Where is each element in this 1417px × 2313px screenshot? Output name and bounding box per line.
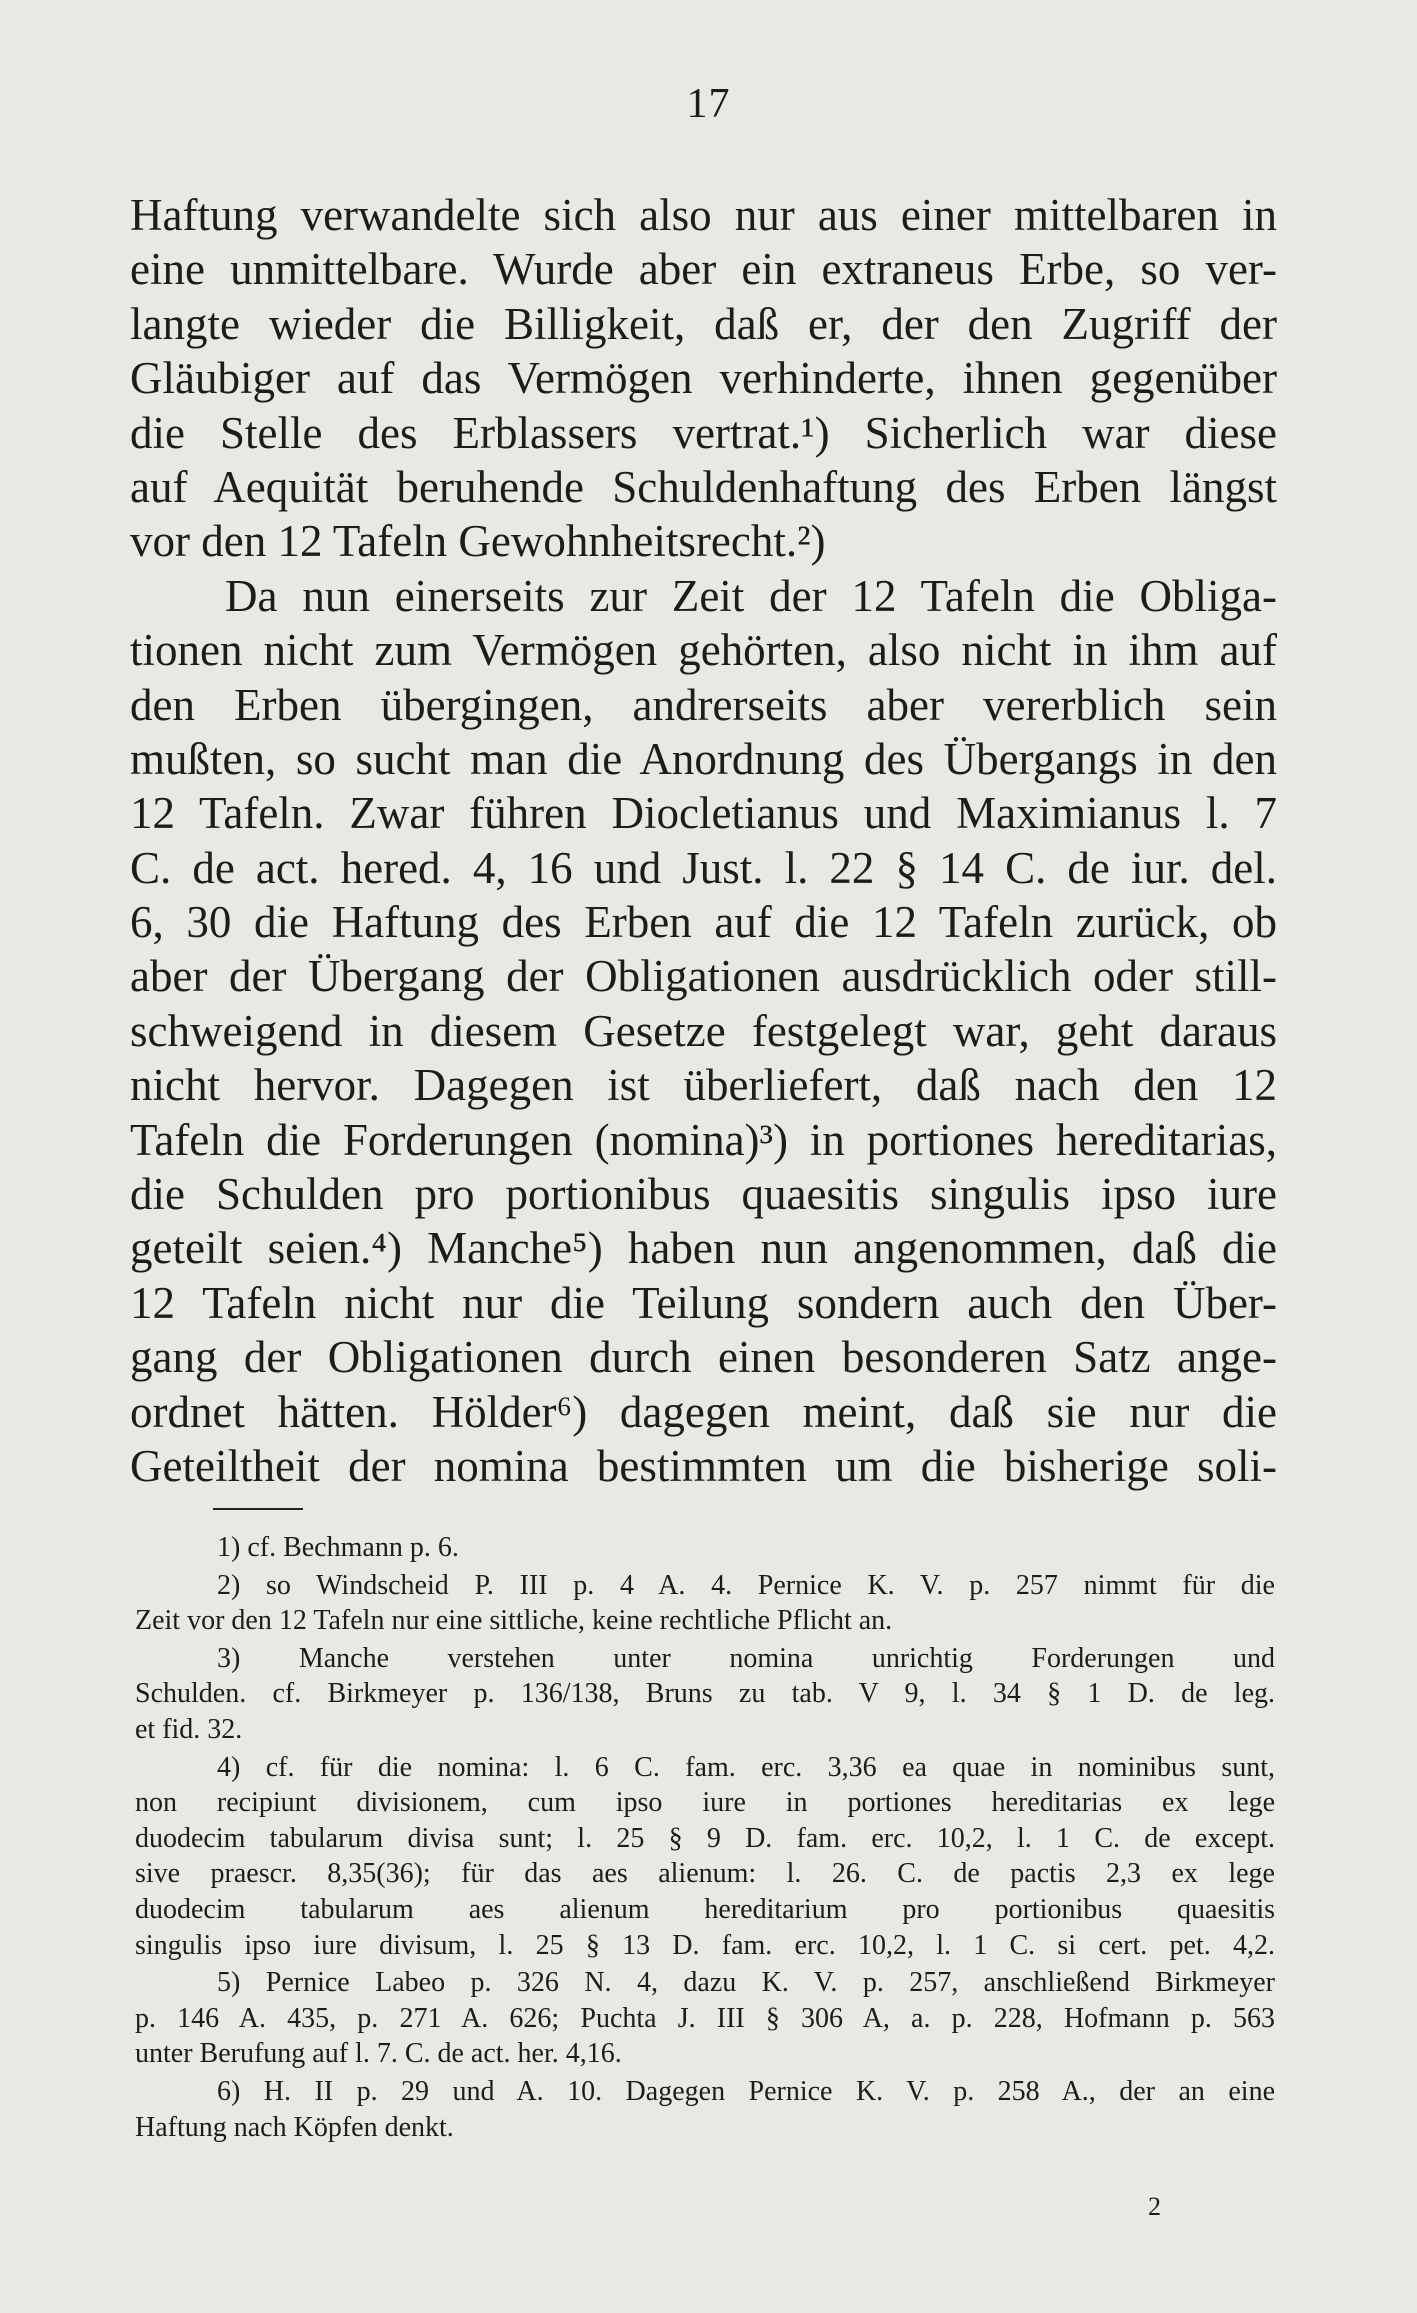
- footnote-6: [135, 2074, 1275, 2145]
- footnote-1: [135, 1530, 1275, 1566]
- footnote-line: Haftung nach Köpfen denkt.: [135, 2111, 454, 2143]
- footnote-line: duodecim tabularum divisa sunt; l. 25 § 9 D. fam. erc. 10,2, l. 1 C. de except.: [135, 1822, 1275, 1854]
- footnote-line: 5) Pernice Labeo p. 326 N. 4, dazu K. V. p. 257, anschließend Birkmeyer: [217, 1967, 1275, 1999]
- footnote-line: Schulden. cf. Birkmeyer p. 136/138, Bruns zu tab. V 9, l. 34 § 1 D. de leg.: [135, 1678, 1275, 1710]
- footnote-line: singulis ipso iure divisum, l. 25 § 13 D. fam. erc. 10,2, l. 1 C. si cert. pet. 4,2.: [135, 1929, 1275, 1961]
- footnote-line: 1) cf. Bechmann p. 6.: [217, 1532, 459, 1563]
- text-line: tionen nicht zum Vermögen gehörten, also nicht in ihm auf: [130, 625, 1277, 676]
- footnote-line: p. 146 A. 435, p. 271 A. 626; Puchta J. III § 306 A, a. p. 228, Hofmann p. 563: [135, 2002, 1275, 2034]
- text-line: ordnet hätten. Hölder⁶) dagegen meint, daß sie nur die: [130, 1386, 1277, 1437]
- signature-mark: 2: [1148, 2192, 1161, 2221]
- footnote-line: 6) H. II p. 29 und A. 10. Dagegen Pernice K. V. p. 258 A., der an eine: [217, 2075, 1275, 2107]
- main-text: [130, 188, 1277, 1493]
- footnote-line: unter Berufung auf l. 7. C. de act. her. 4,16.: [135, 2038, 622, 2070]
- text-line: die Schulden pro portionibus quaesitis singulis ipso iure: [130, 1169, 1277, 1220]
- text-line: mußten, so sucht man die Anordnung des Übergangs in den: [130, 733, 1277, 784]
- footnote-5: [135, 1965, 1275, 2072]
- text-line: 12 Tafeln nicht nur die Teilung sondern auch den Über-: [130, 1277, 1277, 1328]
- footnote-line: 3) Manche verstehen unter nomina unrichtig Forderungen und: [217, 1642, 1275, 1674]
- footnote-4: [135, 1750, 1275, 1964]
- text-line: C. de act. hered. 4, 16 und Just. l. 22 § 14 C. de iur. del.: [130, 842, 1277, 893]
- text-line: Gläubiger auf das Vermögen verhinderte, ihnen gegenüber: [130, 353, 1277, 404]
- text-line: eine unmittelbare. Wurde aber ein extraneus Erbe, so ver-: [130, 244, 1277, 295]
- text-line: schweigend in diesem Gesetze festgelegt war, geht daraus: [130, 1005, 1277, 1056]
- text-line: 12 Tafeln. Zwar führen Diocletianus und Maximianus l. 7: [130, 788, 1277, 839]
- page-number: 17: [686, 81, 731, 127]
- footnote-line: 2) so Windscheid P. III p. 4 A. 4. Pernice K. V. p. 257 nimmt für die: [217, 1569, 1275, 1601]
- footnote-line: non recipiunt divisionem, cum ipso iure in portiones hereditarias ex lege: [135, 1787, 1275, 1819]
- footnote-2: [135, 1568, 1275, 1639]
- footnote-rule: [213, 1508, 303, 1510]
- footnote-line: Zeit vor den 12 Tafeln nur eine sittliche, keine rechtliche Pflicht an.: [135, 1605, 893, 1637]
- text-line: aber der Übergang der Obligationen ausdrücklich oder still-: [130, 951, 1277, 1002]
- footnote-line: et fid. 32.: [135, 1713, 243, 1745]
- text-line: auf Aequität beruhende Schuldenhaftung des Erben längst: [130, 461, 1277, 512]
- text-line: 6, 30 die Haftung des Erben auf die 12 Tafeln zurück, ob: [130, 897, 1277, 948]
- text-line: Haftung verwandelte sich also nur aus einer mittelbaren in: [130, 190, 1277, 240]
- footnote-line: 4) cf. für die nomina: l. 6 C. fam. erc. 3,36 ea quae in nominibus sunt,: [217, 1751, 1275, 1783]
- footnote-line: duodecim tabularum aes alienum hereditarium pro portionibus quaesitis: [135, 1893, 1275, 1925]
- text-line: nicht hervor. Dagegen ist überliefert, daß nach den 12: [130, 1060, 1277, 1111]
- text-line: gang der Obligationen durch einen besonderen Satz ange-: [130, 1332, 1277, 1383]
- text-line: langte wieder die Billigkeit, daß er, der den Zugriff der: [130, 298, 1277, 349]
- text-line: den Erben übergingen, andrerseits aber vererblich sein: [130, 679, 1277, 730]
- text-line: Da nun einerseits zur Zeit der 12 Tafeln die Obliga-: [225, 570, 1277, 621]
- text-line: die Stelle des Erblassers vertrat.¹) Sicherlich war diese: [130, 407, 1277, 458]
- text-line: Geteiltheit der nomina bestimmten um die bisherige soli-: [130, 1440, 1277, 1491]
- text-line: Tafeln die Forderungen (nomina)³) in portiones hereditarias,: [130, 1114, 1277, 1165]
- footnotes: [135, 1530, 1275, 2147]
- footnote-3: [135, 1641, 1275, 1748]
- footnote-line: sive praescr. 8,35(36); für das aes alienum: l. 26. C. de pactis 2,3 ex lege: [135, 1858, 1275, 1890]
- text-line: vor den 12 Tafeln Gewohnheitsrecht.²): [130, 516, 826, 567]
- text-line: geteilt seien.⁴) Manche⁵) haben nun angenommen, daß die: [130, 1223, 1277, 1274]
